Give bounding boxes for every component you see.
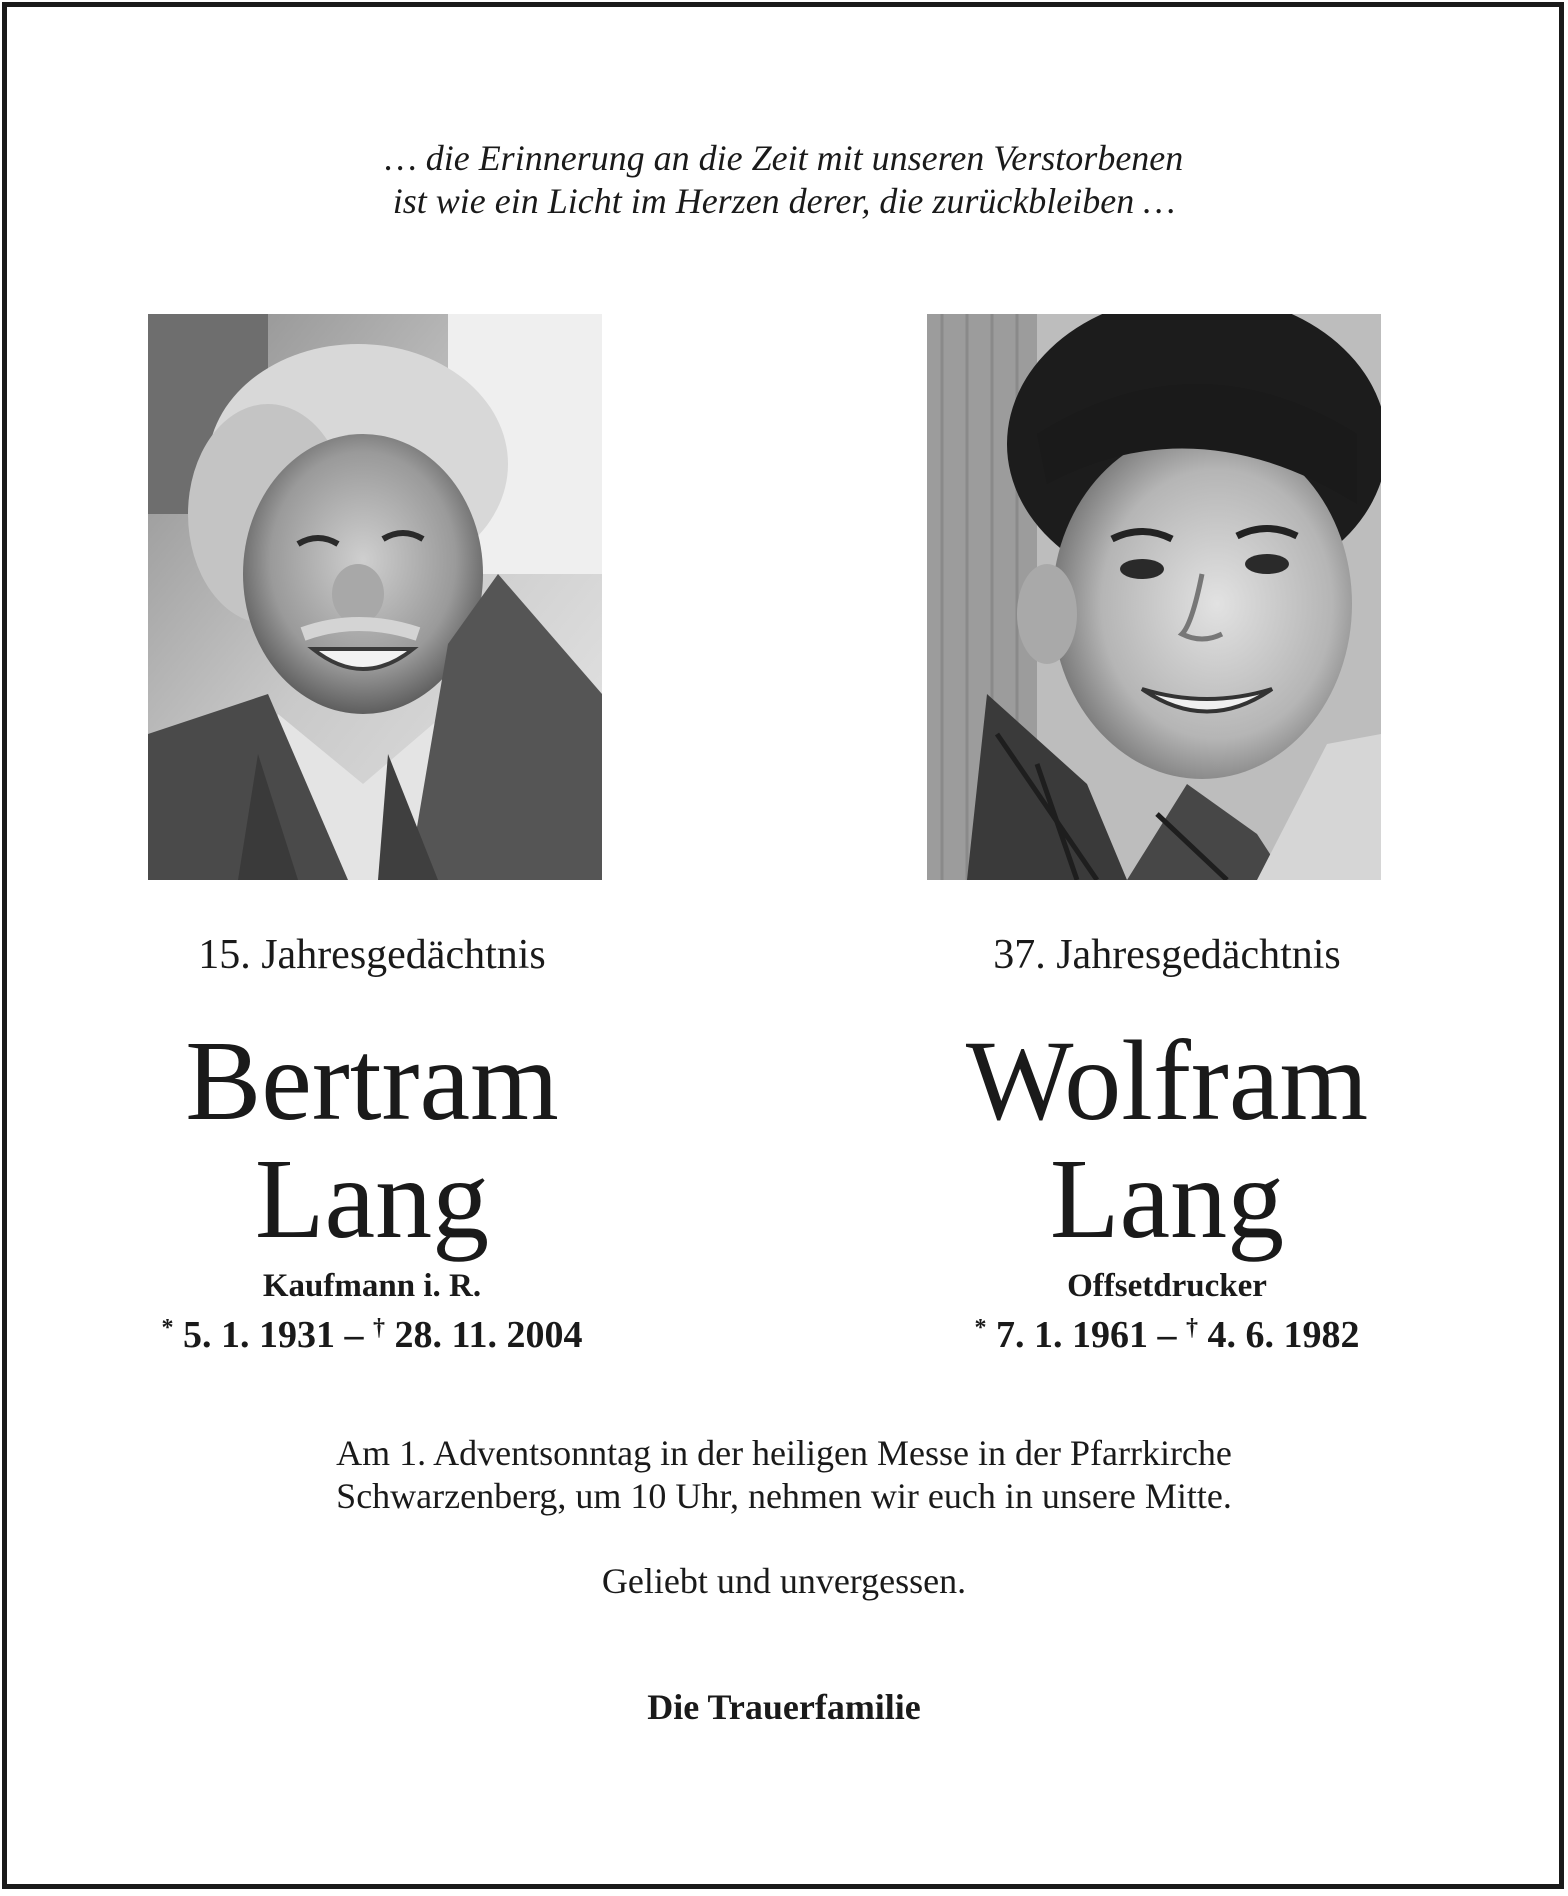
message-line-1: Am 1. Adventsonntag in der heiligen Messe in der Pfarrkirche bbox=[336, 1433, 1232, 1473]
person-block-wolfram bbox=[887, 930, 1447, 1357]
death-date: 28. 11. 2004 bbox=[394, 1314, 583, 1356]
life-dates bbox=[887, 1306, 1447, 1357]
signature: Die Trauerfamilie bbox=[647, 1687, 921, 1727]
closing-line: Geliebt und unvergessen. bbox=[601, 1561, 967, 1601]
birth-symbol: * bbox=[161, 1315, 174, 1341]
message-line-2: Schwarzenberg, um 10 Uhr, nehmen wir euch in unsere Mitte. bbox=[336, 1476, 1232, 1516]
first-name: Bertram bbox=[185, 1017, 559, 1144]
mass-announcement bbox=[0, 1432, 1568, 1518]
death-date: 4. 6. 1982 bbox=[1207, 1314, 1360, 1356]
person-block-bertram bbox=[92, 930, 652, 1357]
birth-date: 7. 1. 1961 bbox=[996, 1314, 1148, 1356]
motto-quote bbox=[0, 137, 1568, 223]
life-dates bbox=[92, 1306, 652, 1357]
date-separator: – bbox=[1157, 1314, 1177, 1356]
death-symbol: † bbox=[373, 1315, 386, 1341]
anniversary-label: 15. Jahresgedächtnis bbox=[198, 932, 546, 978]
portrait-photo-wolfram bbox=[927, 314, 1381, 880]
last-name: Lang bbox=[1049, 1135, 1285, 1262]
motto-line-1: … die Erinnerung an die Zeit mit unseren Verstorbenen bbox=[384, 138, 1184, 178]
first-name: Wolfram bbox=[965, 1017, 1369, 1144]
portrait-photo-bertram bbox=[148, 314, 602, 880]
death-symbol: † bbox=[1186, 1315, 1198, 1341]
occupation: Kaufmann i. R. bbox=[262, 1268, 482, 1304]
occupation: Offsetdrucker bbox=[1067, 1268, 1267, 1304]
date-separator: – bbox=[344, 1314, 364, 1356]
birth-symbol: * bbox=[974, 1315, 987, 1341]
birth-date: 5. 1. 1931 bbox=[183, 1314, 336, 1356]
last-name: Lang bbox=[254, 1135, 490, 1262]
anniversary-label: 37. Jahresgedächtnis bbox=[993, 932, 1341, 978]
motto-line-2: ist wie ein Licht im Herzen derer, die zurückbleiben … bbox=[392, 181, 1176, 221]
